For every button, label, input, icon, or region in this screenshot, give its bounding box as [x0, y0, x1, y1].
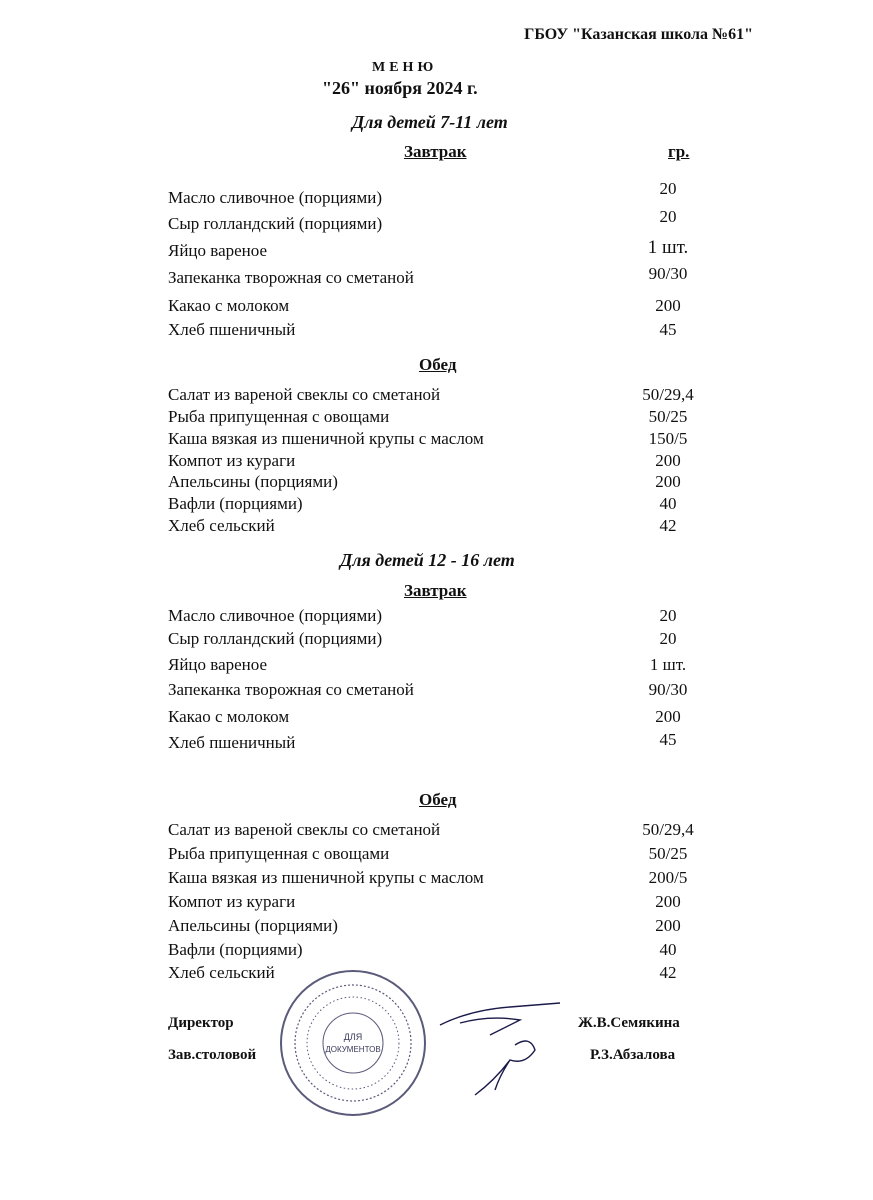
item-name: Хлеб сельский	[168, 963, 275, 982]
item-qty: 1 шт.	[647, 237, 689, 258]
item-qty: 20	[659, 207, 677, 226]
item-qty: 200	[655, 296, 681, 315]
item-name: Какао с молоком	[168, 707, 290, 726]
item-qty: 40	[659, 940, 677, 959]
item-name: Хлеб сельский	[168, 516, 275, 535]
menu-item	[168, 516, 728, 538]
age-group-12-16-title: Для детей 12 - 16 лет	[340, 550, 515, 570]
item-qty: 200	[655, 892, 681, 911]
menu-item	[168, 680, 728, 702]
item-qty: 200/5	[648, 868, 688, 887]
menu-item	[168, 472, 728, 494]
menu-item	[168, 494, 728, 516]
item-name: Масло сливочное (порциями)	[168, 188, 382, 207]
item-name: Салат из вареной свеклы со сметаной	[168, 820, 441, 839]
item-name: Сыр голландский (порциями)	[168, 214, 383, 233]
item-qty: 200	[655, 916, 681, 935]
item-qty: 200	[655, 451, 681, 470]
item-name: Салат из вареной свеклы со сметаной	[168, 385, 441, 404]
item-name: Какао с молоком	[168, 296, 290, 315]
item-qty: 50/25	[648, 844, 688, 863]
item-name: Запеканка творожная со сметаной	[168, 680, 414, 699]
menu-item	[168, 407, 728, 429]
item-name: Вафли (порциями)	[168, 940, 303, 959]
item-name: Рыба припущенная с овощами	[168, 844, 390, 863]
lunch-title-7-11: Обед	[419, 355, 457, 374]
item-qty: 90/30	[648, 264, 688, 283]
menu-item	[168, 606, 728, 628]
item-name: Каша вязкая из пшеничной крупы с маслом	[168, 429, 484, 448]
item-name: Каша вязкая из пшеничной крупы с маслом	[168, 868, 484, 887]
menu-item	[168, 963, 728, 985]
menu-item	[168, 296, 728, 318]
menu-item	[168, 730, 728, 755]
item-name: Рыба припущенная с овощами	[168, 407, 390, 426]
item-qty: 50/29,4	[642, 820, 694, 839]
menu-item	[168, 451, 728, 473]
item-name: Апельсины (порциями)	[168, 472, 338, 491]
director-label: Директор	[168, 1015, 234, 1031]
menu-item	[168, 868, 728, 890]
units-label: гр.	[668, 142, 690, 161]
item-name: Апельсины (порциями)	[168, 916, 338, 935]
menu-item	[168, 629, 728, 651]
item-qty: 20	[659, 629, 677, 648]
lunch-title-12-16: Обед	[419, 790, 457, 809]
item-qty: 45	[659, 320, 677, 339]
svg-text:ДОКУМЕНТОВ: ДОКУМЕНТОВ	[325, 1045, 381, 1054]
item-name: Хлеб пшеничный	[168, 733, 296, 752]
item-qty: 42	[659, 963, 677, 982]
item-name: Запеканка творожная со сметаной	[168, 268, 414, 287]
canteen-manager-label: Зав.столовой	[168, 1047, 257, 1063]
item-name: Масло сливочное (порциями)	[168, 606, 382, 625]
menu-item	[168, 207, 728, 236]
menu-item	[168, 820, 728, 842]
item-name: Яйцо вареное	[168, 655, 268, 674]
menu-item	[168, 655, 728, 677]
item-qty: 20	[659, 179, 677, 198]
item-qty: 200	[655, 707, 681, 726]
item-qty: 40	[659, 494, 677, 513]
item-name: Компот из кураги	[168, 451, 296, 470]
handwritten-signature	[400, 995, 570, 1105]
item-qty: 50/29,4	[642, 385, 694, 404]
age-group-7-11-title: Для детей 7-11 лет	[352, 112, 508, 132]
menu-item	[168, 916, 728, 938]
item-name: Сыр голландский (порциями)	[168, 629, 383, 648]
item-name: Компот из кураги	[168, 892, 296, 911]
menu-item	[168, 940, 728, 962]
item-qty: 150/5	[648, 429, 688, 448]
item-qty: 20	[659, 606, 677, 625]
canteen-manager-name: Р.З.Абзалова	[590, 1047, 676, 1063]
item-qty: 45	[659, 730, 677, 749]
menu-item	[168, 844, 728, 866]
menu-date: "26" ноября 2024 г.	[322, 78, 478, 98]
item-qty: 42	[659, 516, 677, 535]
menu-item	[168, 320, 728, 342]
director-name: Ж.В.Семякина	[578, 1015, 680, 1031]
svg-text:ДЛЯ: ДЛЯ	[343, 1032, 363, 1042]
item-name: Хлеб пшеничный	[168, 320, 296, 339]
item-qty: 90/30	[648, 680, 688, 699]
item-name: Вафли (порциями)	[168, 494, 303, 513]
item-name: Яйцо вареное	[168, 241, 268, 260]
menu-title: МЕНЮ	[372, 60, 438, 75]
menu-item	[168, 429, 728, 451]
breakfast-title-12-16: Завтрак	[404, 581, 467, 600]
breakfast-title-7-11: Завтрак	[404, 142, 467, 161]
menu-item	[168, 707, 728, 729]
item-qty: 50/25	[648, 407, 688, 426]
menu-item	[168, 385, 728, 407]
item-qty: 1 шт.	[649, 655, 687, 674]
item-qty: 200	[655, 472, 681, 491]
menu-item	[168, 237, 728, 263]
menu-item	[168, 892, 728, 914]
school-name: ГБОУ "Казанская школа №61"	[524, 26, 753, 43]
menu-item	[168, 264, 728, 290]
